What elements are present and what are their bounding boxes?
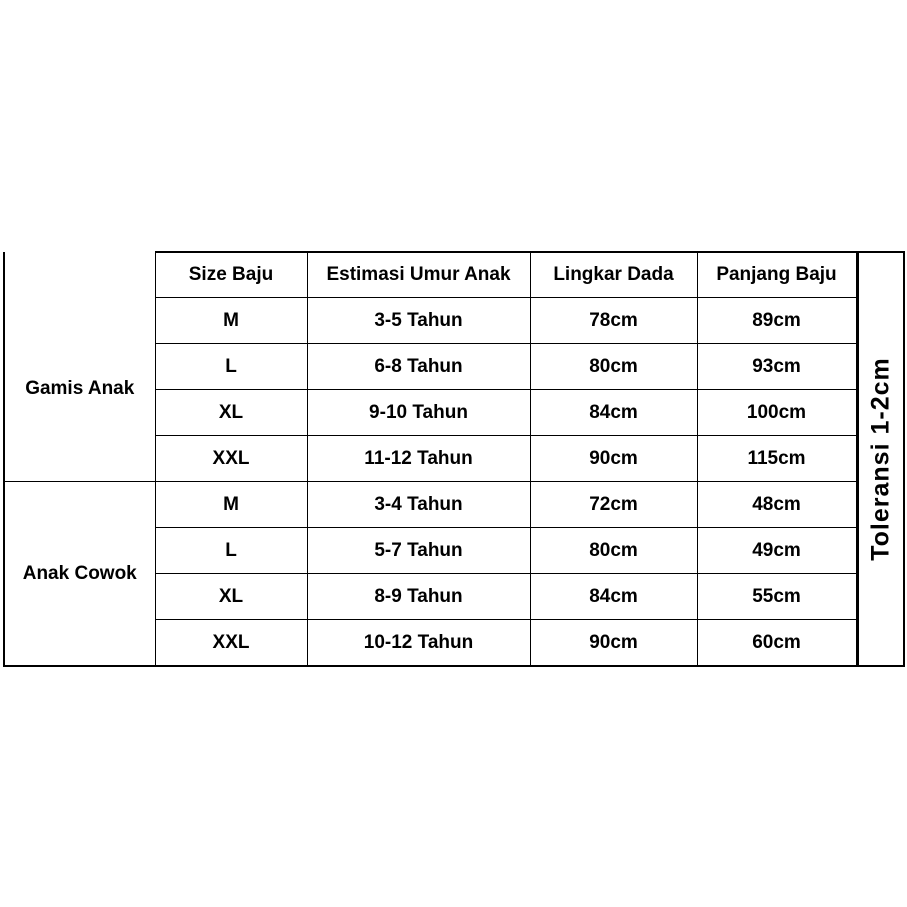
header-chest: Lingkar Dada bbox=[530, 252, 697, 297]
chest-cell: 84cm bbox=[530, 389, 697, 435]
length-cell: 55cm bbox=[697, 573, 857, 619]
length-cell: 89cm bbox=[697, 297, 857, 343]
size-cell: L bbox=[155, 343, 307, 389]
size-cell: XXL bbox=[155, 619, 307, 666]
size-cell: M bbox=[155, 297, 307, 343]
corner-blank-cell bbox=[4, 252, 155, 297]
header-length: Panjang Baju bbox=[697, 252, 857, 297]
age-cell: 6-8 Tahun bbox=[307, 343, 530, 389]
length-cell: 115cm bbox=[697, 435, 857, 481]
age-cell: 11-12 Tahun bbox=[307, 435, 530, 481]
tolerance-label: Toleransi 1-2cm bbox=[866, 356, 895, 561]
table-row bbox=[4, 481, 904, 527]
category-cell: Gamis Anak bbox=[4, 297, 155, 481]
chest-cell: 72cm bbox=[530, 481, 697, 527]
header-row bbox=[4, 252, 904, 297]
size-chart-table bbox=[3, 251, 905, 667]
age-cell: 10-12 Tahun bbox=[307, 619, 530, 666]
table-row bbox=[4, 297, 904, 343]
age-cell: 3-4 Tahun bbox=[307, 481, 530, 527]
size-cell: XL bbox=[155, 389, 307, 435]
size-cell: XL bbox=[155, 573, 307, 619]
header-age: Estimasi Umur Anak bbox=[307, 252, 530, 297]
tolerance-cell bbox=[857, 252, 904, 666]
length-cell: 93cm bbox=[697, 343, 857, 389]
size-cell: XXL bbox=[155, 435, 307, 481]
size-cell: M bbox=[155, 481, 307, 527]
chest-cell: 80cm bbox=[530, 343, 697, 389]
age-cell: 8-9 Tahun bbox=[307, 573, 530, 619]
chest-cell: 84cm bbox=[530, 573, 697, 619]
chest-cell: 90cm bbox=[530, 619, 697, 666]
length-cell: 48cm bbox=[697, 481, 857, 527]
age-cell: 3-5 Tahun bbox=[307, 297, 530, 343]
age-cell: 9-10 Tahun bbox=[307, 389, 530, 435]
category-cell: Anak Cowok bbox=[4, 481, 155, 666]
size-cell: L bbox=[155, 527, 307, 573]
header-size: Size Baju bbox=[155, 252, 307, 297]
chest-cell: 80cm bbox=[530, 527, 697, 573]
length-cell: 100cm bbox=[697, 389, 857, 435]
chest-cell: 90cm bbox=[530, 435, 697, 481]
chest-cell: 78cm bbox=[530, 297, 697, 343]
length-cell: 49cm bbox=[697, 527, 857, 573]
length-cell: 60cm bbox=[697, 619, 857, 666]
age-cell: 5-7 Tahun bbox=[307, 527, 530, 573]
